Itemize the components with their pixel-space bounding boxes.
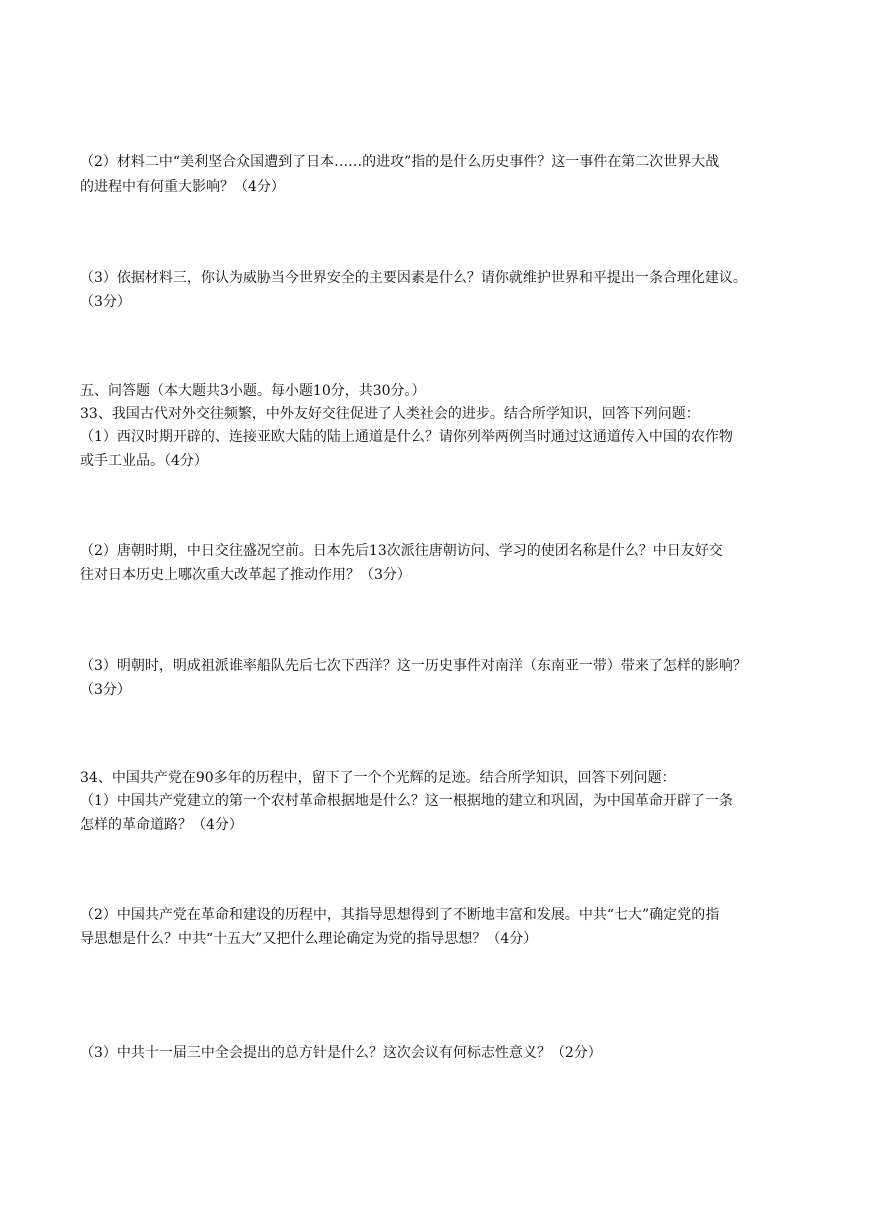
q32-part2-line2: 的进程中有何重大影响？（4分） <box>80 179 285 195</box>
q34-part1-line2: 怎样的革命道路？（4分） <box>80 817 243 833</box>
q33-stem: 33、我国古代对外交往频繁，中外友好交往促进了人类社会的进步。结合所学知识，回答下列问题： <box>80 406 700 422</box>
q32-part2-line1: （2）材料二中“美利坚合众国遭到了日本……的进攻”指的是什么历史事件？这一事件在第二次世界大战 <box>80 154 720 170</box>
q32-part3-line2: （3分） <box>80 294 131 310</box>
q34-part2-line1: （2）中国共产党在革命和建设的历程中，其指导思想得到了不断地丰富和发展。中共“七大”确定党的指 <box>80 907 720 923</box>
q34-part3-line1: （3）中共十一届三中全会提出的总方针是什么？这次会议有何标志性意义？（2分） <box>80 1045 602 1061</box>
q33-part1-line2: 或手工业品。（4分） <box>80 453 208 469</box>
q34-part2-line2: 导思想是什么？中共“十五大”又把什么理论确定为党的指导思想？（4分） <box>80 931 538 947</box>
q33-part3-line1: （3）明朝时，明成祖派谁率船队先后七次下西洋？这一历史事件对南洋（东南亚一带）带来了怎样的影响？ <box>80 658 747 674</box>
q33-part2-line2: 往对日本历史上哪次重大改革起了推动作用？（3分） <box>80 567 411 583</box>
section5-heading: 五、问答题（本大题共3小题。每小题10分，共30分。） <box>80 383 426 399</box>
q33-part1-line1: （1）西汉时期开辟的、连接亚欧大陆的陆上通道是什么？请你列举两例当时通过这通道传入中国的农作物 <box>80 429 733 445</box>
q34-stem: 34、中国共产党在90多年的历程中，留下了一个个光辉的足迹。结合所学知识，回答下列问题： <box>80 770 676 786</box>
q34-part1-line1: （1）中国共产党建立的第一个农村革命根据地是什么？这一根据地的建立和巩固，为中国革命开辟了一条 <box>80 793 733 809</box>
q33-part2-line1: （2）唐朝时期，中日交往盛况空前。日本先后13次派往唐朝访问、学习的使团名称是什么？中日友好交 <box>80 543 723 559</box>
q32-part3-line1: （3）依据材料三，你认为威胁当今世界安全的主要因素是什么？请你就维护世界和平提出一条合理化建议。 <box>80 270 747 286</box>
q33-part3-line2: （3分） <box>80 682 131 698</box>
